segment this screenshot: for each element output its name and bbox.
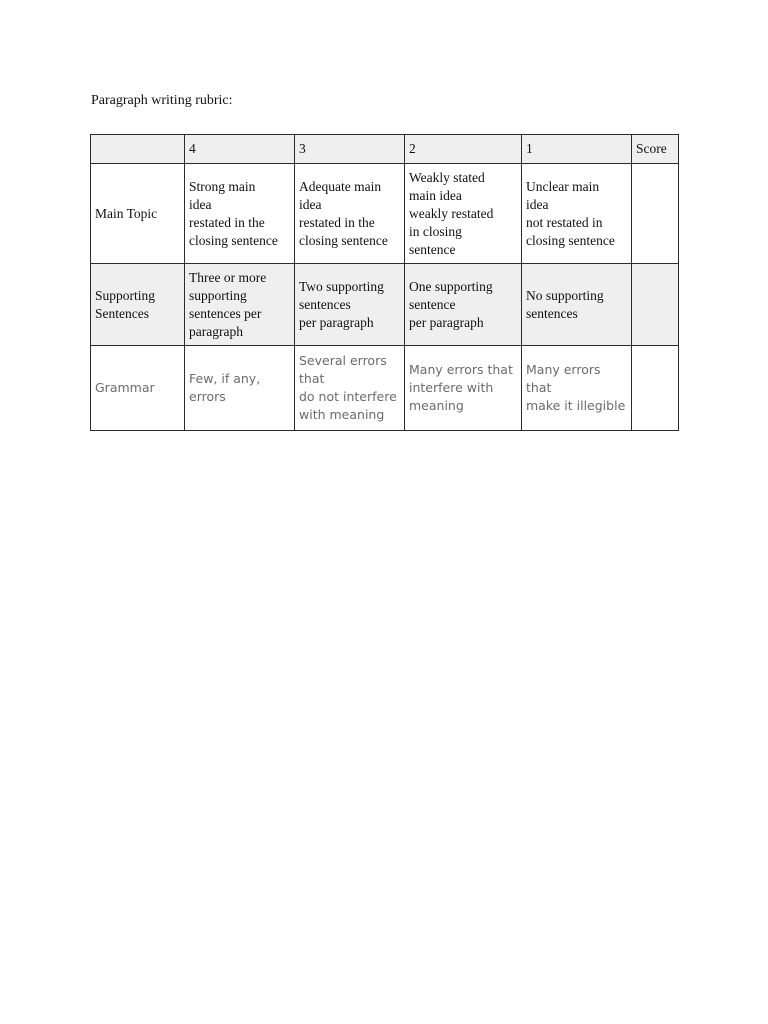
rubric-cell-3: Several errors that do not interfere with meaning [295,346,405,431]
page-title: Paragraph writing rubric: [91,93,233,108]
table-row-grammar [91,346,679,431]
score-cell [632,164,679,264]
rubric-cell-2: One supporting sentence per paragraph [405,264,522,346]
header-cell-3: 3 [295,135,405,164]
rubric-cell-4: Three or more supporting sentences per paragraph [185,264,295,346]
rubric-cell-1: Unclear main idea not restated in closing sentence [522,164,632,264]
table-row-main-topic [91,164,679,264]
rubric-table [90,134,679,431]
score-cell [632,264,679,346]
rubric-cell-1: Many errors that make it illegible [522,346,632,431]
score-cell [632,346,679,431]
rubric-cell-2: Weakly stated main idea weakly restated in closing sentence [405,164,522,264]
criterion-cell: Main Topic [91,164,185,264]
rubric-cell-4: Few, if any, errors [185,346,295,431]
header-cell-4: 4 [185,135,295,164]
rubric-cell-3: Adequate main idea restated in the closing sentence [295,164,405,264]
table-row-supporting-sentences [91,264,679,346]
rubric-cell-2: Many errors that interfere with meaning [405,346,522,431]
header-cell-1: 1 [522,135,632,164]
header-cell-score: Score [632,135,679,164]
header-cell-2: 2 [405,135,522,164]
rubric-cell-1: No supporting sentences [522,264,632,346]
criterion-cell: Supporting Sentences [91,264,185,346]
rubric-cell-3: Two supporting sentences per paragraph [295,264,405,346]
rubric-cell-4: Strong main idea restated in the closing sentence [185,164,295,264]
header-cell-blank [91,135,185,164]
criterion-cell: Grammar [91,346,185,431]
table-header-row [91,135,679,164]
